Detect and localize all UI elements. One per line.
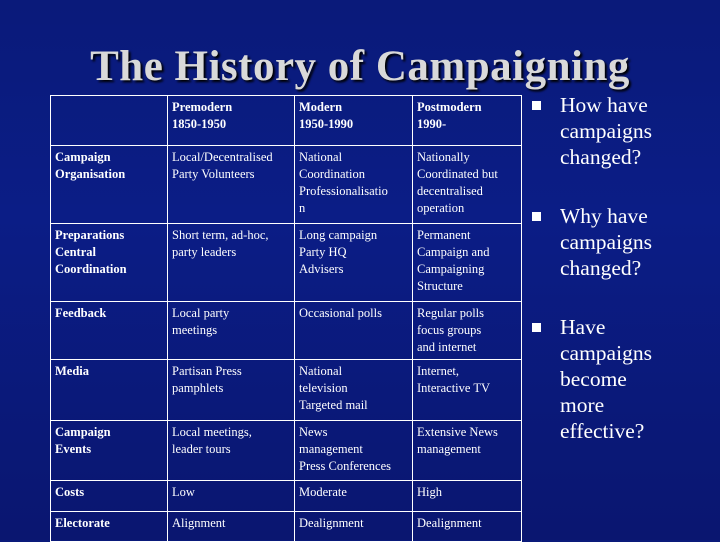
- question-item: [532, 314, 712, 444]
- square-bullet-icon: [532, 212, 541, 221]
- table-cell: Occasional polls: [295, 302, 413, 360]
- table-row: [51, 421, 522, 481]
- question-text: How have campaigns changed?: [560, 93, 652, 169]
- table-row: [51, 481, 522, 512]
- table-cell: Local/Decentralised Party Volunteers: [168, 146, 295, 224]
- table-cell: Dealignment: [413, 512, 522, 542]
- table-row: [51, 512, 522, 542]
- table-cell: Regular polls focus groups and internet: [413, 302, 522, 360]
- slide-title: The History of Campaigning: [90, 43, 630, 90]
- square-bullet-icon: [532, 101, 541, 110]
- row-label: Campaign Events: [51, 421, 168, 481]
- table-header-row: [51, 96, 522, 146]
- table-cell: News management Press Conferences: [295, 421, 413, 481]
- table-cell: High: [413, 481, 522, 512]
- table-header-cell: Premodern 1850-1950: [168, 96, 295, 146]
- table-cell: Moderate: [295, 481, 413, 512]
- table-cell: Permanent Campaign and Campaigning Structure: [413, 224, 522, 302]
- table-header-cell: [51, 96, 168, 146]
- row-label: Feedback: [51, 302, 168, 360]
- question-list: [532, 92, 712, 477]
- table-cell: Alignment: [168, 512, 295, 542]
- table-row: [51, 146, 522, 224]
- square-bullet-icon: [532, 323, 541, 332]
- table-header-cell: Postmodern 1990-: [413, 96, 522, 146]
- row-label: Electorate: [51, 512, 168, 542]
- table-cell: Local meetings, leader tours: [168, 421, 295, 481]
- campaign-history-table: [50, 95, 522, 542]
- row-label: Campaign Organisation: [51, 146, 168, 224]
- table-row: [51, 224, 522, 302]
- table-cell: National television Targeted mail: [295, 360, 413, 421]
- table-cell: Dealignment: [295, 512, 413, 542]
- table-cell: Short term, ad-hoc, party leaders: [168, 224, 295, 302]
- table-cell: Internet, Interactive TV: [413, 360, 522, 421]
- table-row: [51, 302, 522, 360]
- table-cell: Nationally Coordinated but decentralised operation: [413, 146, 522, 224]
- table-cell: Partisan Press pamphlets: [168, 360, 295, 421]
- question-text: Why have campaigns changed?: [560, 204, 652, 280]
- table-cell: Extensive News management: [413, 421, 522, 481]
- table-cell: National Coordination Professionalisatio n: [295, 146, 413, 224]
- row-label: Media: [51, 360, 168, 421]
- table-cell: Local party meetings: [168, 302, 295, 360]
- table-cell: Long campaign Party HQ Advisers: [295, 224, 413, 302]
- question-item: [532, 203, 712, 281]
- question-item: [532, 92, 712, 170]
- row-label: Preparations Central Coordination: [51, 224, 168, 302]
- table-cell: Low: [168, 481, 295, 512]
- table-row: [51, 360, 522, 421]
- question-text: Have campaigns become more effective?: [560, 315, 652, 443]
- table-header-cell: Modern 1950-1990: [295, 96, 413, 146]
- row-label: Costs: [51, 481, 168, 512]
